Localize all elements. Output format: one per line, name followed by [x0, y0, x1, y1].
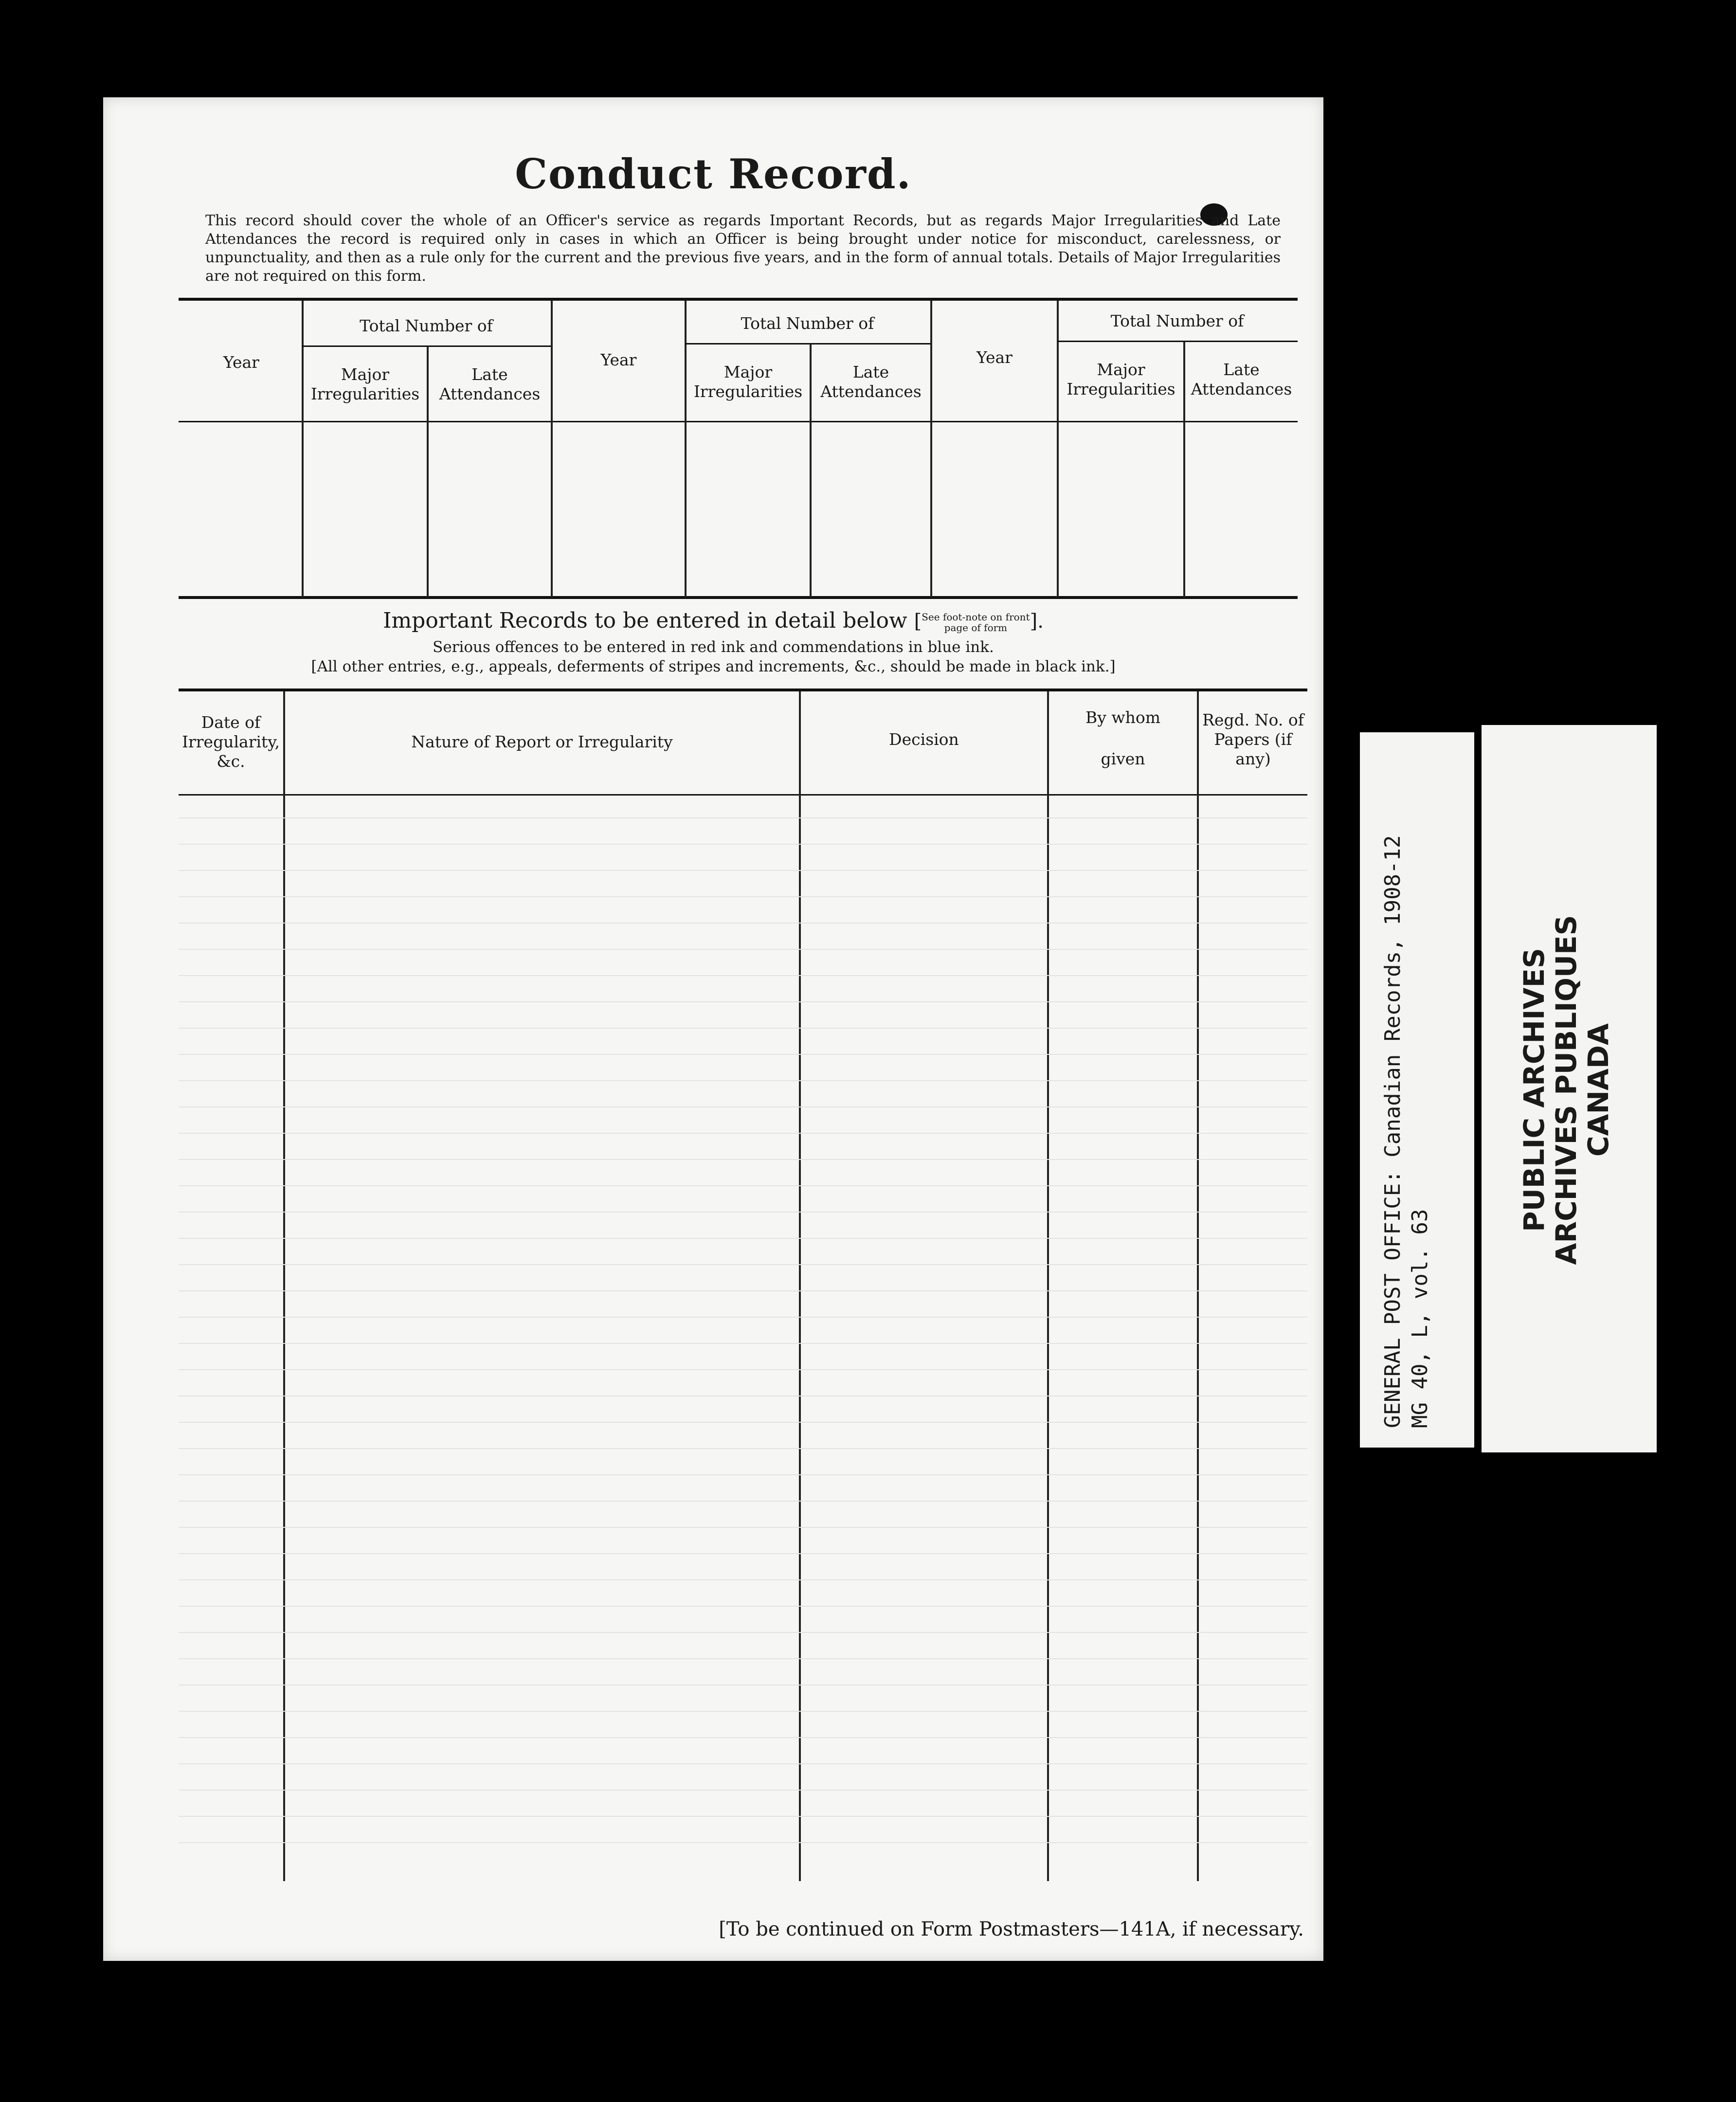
stamp-line-french: ARCHIVES PUBLIQUES [1550, 915, 1583, 1265]
ruled-line [179, 1737, 1307, 1738]
ruled-line [179, 1711, 1307, 1712]
ruled-line [179, 1790, 1307, 1791]
archive-reference-card [1360, 732, 1474, 1448]
important-records-title: Important Records to be entered in detail below [383, 608, 907, 633]
ink-instruction-black: [All other entries, e.g., appeals, deferments of stripes and increments, &c., should be made in black ink.] [311, 658, 1116, 675]
ruled-line [179, 1527, 1307, 1528]
stamp-line-country: CANADA [1582, 1023, 1615, 1157]
summary-major-header: Major Irregularities [310, 365, 420, 403]
ruled-line [179, 817, 1307, 818]
ruled-line [179, 1369, 1307, 1370]
detail-header-rule [179, 794, 1307, 796]
important-records-heading: Important Records to be entered in detail below [See foot-note on front page of form ]. [383, 608, 1044, 634]
archive-reference-text [1379, 732, 1452, 1448]
detail-decision-header: Decision [889, 730, 959, 749]
ruled-line [179, 1238, 1307, 1239]
ruled-line [179, 949, 1307, 950]
continuation-note: [To be continued on Form Postmasters—141A, if necessary. [719, 1918, 1304, 1940]
ruled-line [179, 896, 1307, 897]
ruled-line [179, 1001, 1307, 1002]
summary-divider [930, 301, 932, 598]
detail-regd-header: Regd. No. of Papers (if any) [1202, 710, 1304, 768]
summary-total-header: Total Number of [1110, 311, 1244, 330]
ruled-line [179, 1185, 1307, 1186]
stamp-line-english: PUBLIC ARCHIVES [1518, 948, 1551, 1232]
summary-major-header: Major Irregularities [693, 362, 803, 401]
ruled-line [179, 975, 1307, 976]
footnote-ref-line-2: page of form [944, 621, 1008, 634]
ruled-line [179, 1763, 1307, 1764]
detail-nature-header: Nature of Report or Irregularity [411, 732, 673, 751]
footnote-reference [922, 612, 1030, 633]
ruled-line [179, 844, 1307, 845]
form-title: Conduct Record. [515, 150, 912, 198]
summary-total-header: Total Number of [360, 316, 493, 335]
ruled-line [179, 1054, 1307, 1055]
form-instructions: This record should cover the whole of an Officer's service as regards Important Records, but as regards Major Irregularities and Late Attendances the record is required only in cases in which an Officer is being brought under notice for misconduct, carelessness, or unpunctuality, and then as a rule only for the current and the previous five years, and in the form of annual totals. Details of Major Irregularities are not required on this form. [205, 212, 1281, 285]
ruled-line [179, 1606, 1307, 1607]
ruled-line [179, 1422, 1307, 1423]
ruled-line [179, 923, 1307, 924]
summary-subheader-rule [302, 345, 551, 347]
ruled-line [179, 1501, 1307, 1502]
summary-divider [1057, 301, 1059, 598]
summary-major-header: Major Irregularities [1067, 360, 1175, 399]
ruled-line [179, 1028, 1307, 1029]
ruled-line [179, 1317, 1307, 1318]
summary-bottom-rule [179, 596, 1298, 599]
form-page [103, 97, 1323, 1961]
summary-total-header: Total Number of [741, 314, 874, 333]
summary-top-rule [179, 298, 1298, 301]
ruled-line [179, 1632, 1307, 1633]
summary-year-header: Year [600, 350, 637, 369]
ruled-line [179, 1842, 1307, 1843]
summary-late-header: Late Attendances [439, 365, 541, 403]
summary-subheader-rule [1057, 341, 1298, 342]
detail-by-whom-header: By whom [1085, 708, 1161, 727]
ruled-line [179, 1212, 1307, 1213]
summary-late-header: Late Attendances [820, 362, 922, 401]
ruled-line [179, 1080, 1307, 1081]
ink-instruction: Serious offences to be entered in red ink and commendations in blue ink. [433, 638, 994, 656]
ruled-line [179, 1395, 1307, 1396]
archive-series-line: GENERAL POST OFFICE: Canadian Records, 1908-12 [1380, 835, 1405, 1428]
summary-late-header: Late Attendances [1191, 360, 1292, 399]
ruled-line [179, 1264, 1307, 1265]
ruled-line [179, 1106, 1307, 1107]
detail-by-whom-header: given [1101, 749, 1145, 768]
summary-year-header: Year [223, 353, 259, 372]
summary-year-header: Year [976, 348, 1013, 367]
ruled-line [179, 1343, 1307, 1344]
ruled-line [179, 1159, 1307, 1160]
ruled-line [179, 1448, 1307, 1449]
ruled-line [179, 1290, 1307, 1291]
ruled-line [179, 1474, 1307, 1475]
summary-header-rule [179, 421, 1298, 422]
ruled-line [179, 1553, 1307, 1554]
archive-volume-line: MG 40, L, vol. 63 [1408, 1209, 1432, 1428]
summary-divider [551, 301, 553, 598]
footnote-ref-line-1: See foot-note on front [922, 611, 1030, 623]
summary-divider [685, 301, 687, 598]
ruled-line [179, 1133, 1307, 1134]
detail-date-header: Date of Irregularity, &c. [181, 713, 280, 771]
archive-stamp-card [1482, 725, 1657, 1452]
ruled-line [179, 1579, 1307, 1580]
ruled-line [179, 1816, 1307, 1817]
archive-stamp [1518, 725, 1620, 1455]
detail-top-rule [179, 689, 1307, 691]
ruled-line [179, 870, 1307, 871]
ruled-line [179, 1658, 1307, 1659]
summary-subheader-rule [685, 343, 930, 344]
